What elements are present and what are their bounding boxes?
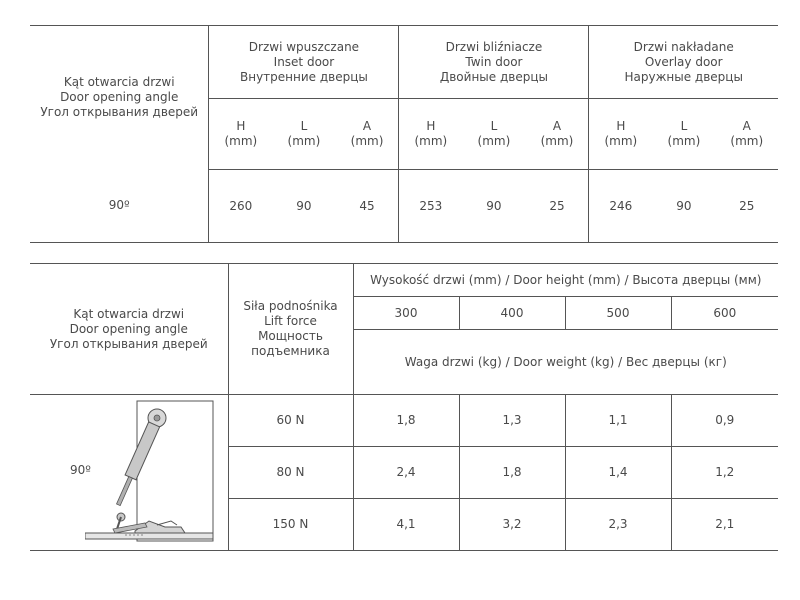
- height-col-600: 600: [671, 297, 778, 330]
- value-cell: 260: [209, 170, 272, 243]
- twin-door-header: Drzwi bliźniacze Twin door Двойные дверцы: [399, 26, 589, 99]
- force-cell: 60 N: [228, 395, 353, 447]
- table-row: [30, 395, 778, 447]
- table-row: [30, 170, 778, 243]
- value-cell: 90: [676, 198, 692, 213]
- height-col-500: 500: [565, 297, 671, 330]
- lift-force-header: Siła podnośnika Lift force Мощность подъемника: [228, 264, 353, 395]
- weight-cell: 2,4: [353, 447, 459, 499]
- weight-cell: 1,3: [459, 395, 565, 447]
- subheader-h: H (mm): [399, 99, 462, 170]
- subheader-h: H (mm): [589, 99, 652, 170]
- angle-diagram-cell: [30, 395, 228, 551]
- inset-door-header: Drzwi wpuszczane Inset door Внутренние дверцы: [209, 26, 399, 99]
- force-cell: 150 N: [228, 499, 353, 551]
- subheader-l: L (mm): [272, 99, 335, 170]
- height-col-400: 400: [459, 297, 565, 330]
- value-cell: 25: [739, 198, 755, 213]
- weight-cell: 1,1: [565, 395, 671, 447]
- height-col-300: 300: [353, 297, 459, 330]
- door-dimensions-table: [30, 25, 778, 243]
- door-weight-header: Waga drzwi (kg) / Door weight (kg) / Вес дверцы (кг): [353, 330, 778, 395]
- value-cell: 246: [589, 170, 652, 243]
- door-height-header: Wysokość drzwi (mm) / Door height (mm) / Высота дверцы (мм): [353, 264, 778, 297]
- subheader-l: L (mm): [652, 99, 715, 170]
- subheader-l: L (mm): [462, 99, 525, 170]
- angle-cell: 90º: [108, 198, 130, 213]
- lift-mechanism-diagram-icon: [85, 399, 215, 545]
- weight-cell: 0,9: [671, 395, 778, 447]
- weight-cell: 1,2: [671, 447, 778, 499]
- overlay-door-header: Drzwi nakładane Overlay door Наружные дверцы: [589, 26, 778, 99]
- subheader-a: A (mm): [336, 99, 399, 170]
- weight-cell: 3,2: [459, 499, 565, 551]
- value-cell: 90: [296, 198, 312, 213]
- value-cell: 25: [549, 198, 565, 213]
- opening-angle-header: Kąt otwarcia drzwi Door opening angle Угол открывания дверей: [40, 75, 199, 120]
- weight-cell: 2,1: [671, 499, 778, 551]
- weight-cell: 1,8: [353, 395, 459, 447]
- subheader-a: A (mm): [526, 99, 589, 170]
- weight-cell: 1,4: [565, 447, 671, 499]
- opening-angle-header: Kąt otwarcia drzwi Door opening angle Угол открывания дверей: [30, 264, 228, 395]
- value-cell: 90: [486, 198, 502, 213]
- value-cell: 253: [399, 170, 462, 243]
- weight-cell: 2,3: [565, 499, 671, 551]
- angle-cell: 90º: [70, 463, 91, 477]
- value-cell: 45: [359, 198, 375, 213]
- subheader-a: A (mm): [716, 99, 778, 170]
- weight-cell: 4,1: [353, 499, 459, 551]
- subheader-h: H (mm): [209, 99, 272, 170]
- force-cell: 80 N: [228, 447, 353, 499]
- weight-cell: 1,8: [459, 447, 565, 499]
- door-weight-table: [30, 263, 778, 551]
